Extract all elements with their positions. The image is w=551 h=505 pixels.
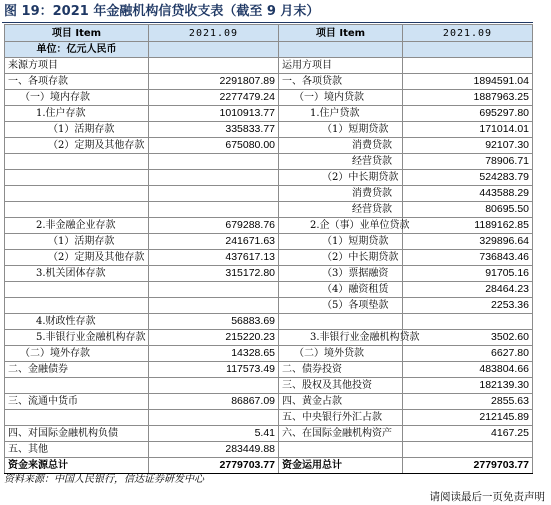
use-item: 六、在国际金融机构资产 [279, 426, 403, 442]
use-value: 1894591.04 [403, 74, 533, 90]
unit-blank-2 [279, 42, 403, 58]
use-item: （2）中长期贷款 [279, 170, 403, 186]
use-value: 1887963.25 [403, 90, 533, 106]
source-value: 117573.49 [149, 362, 279, 378]
table-row [5, 90, 533, 106]
use-value: 2253.36 [403, 298, 533, 314]
use-value: 91705.16 [403, 266, 533, 282]
source-value: 675080.00 [149, 138, 279, 154]
source-value [149, 202, 279, 218]
use-item: （1）短期贷款 [279, 234, 403, 250]
source-item: （1）活期存款 [5, 234, 149, 250]
use-item: 消费贷款 [279, 138, 403, 154]
source-value [149, 170, 279, 186]
source-value [149, 378, 279, 394]
source-value: 14328.65 [149, 346, 279, 362]
table-body [5, 58, 533, 458]
use-item: 三、股权及其他投资 [279, 378, 403, 394]
unit-row [5, 42, 533, 58]
source-item: 来源方项目 [5, 58, 149, 74]
source-item: 2.非金融企业存款 [5, 218, 149, 234]
use-value: 182139.30 [403, 378, 533, 394]
source-item: （2）定期及其他存款 [5, 250, 149, 266]
header-date-right: 2021.09 [403, 25, 533, 42]
source-value [149, 154, 279, 170]
source-value [149, 58, 279, 74]
source-value [149, 282, 279, 298]
source-value: 241671.63 [149, 234, 279, 250]
source-item: 二、金融债券 [5, 362, 149, 378]
use-value: 483804.66 [403, 362, 533, 378]
table-row [5, 218, 533, 234]
source-value [149, 298, 279, 314]
source-item [5, 298, 149, 314]
source-item [5, 202, 149, 218]
source-item: 5.非银行业金融机构存款 [5, 330, 149, 346]
table-row [5, 186, 533, 202]
source-value: 2291807.89 [149, 74, 279, 90]
source-value: 2277479.24 [149, 90, 279, 106]
use-item: 五、中央银行外汇占款 [279, 410, 403, 426]
use-item: （3）票据融资 [279, 266, 403, 282]
use-value: 329896.64 [403, 234, 533, 250]
table-row [5, 58, 533, 74]
disclaimer-footer: 请阅读最后一页免责声明 [429, 491, 545, 503]
source-value: 437617.13 [149, 250, 279, 266]
use-value [403, 58, 533, 74]
header-item-right: 项目 Item [279, 25, 403, 42]
source-value: 86867.09 [149, 394, 279, 410]
use-item: 运用方项目 [279, 58, 403, 74]
use-item: 1.住户贷款 [279, 106, 403, 122]
use-item: （4）融资租赁 [279, 282, 403, 298]
use-value: 28464.23 [403, 282, 533, 298]
use-item [279, 314, 403, 330]
use-value: 212145.89 [403, 410, 533, 426]
table-row [5, 170, 533, 186]
table-row [5, 234, 533, 250]
table-row [5, 426, 533, 442]
source-item: 3.机关团体存款 [5, 266, 149, 282]
table-row [5, 266, 533, 282]
use-value [403, 442, 533, 458]
use-item: 经营贷款 [279, 202, 403, 218]
source-item: 1.住户存款 [5, 106, 149, 122]
use-value: 78906.71 [403, 154, 533, 170]
use-value: 92107.30 [403, 138, 533, 154]
source-item [5, 170, 149, 186]
source-item: （二）境外存款 [5, 346, 149, 362]
table-row [5, 202, 533, 218]
source-item: 四、对国际金融机构负债 [5, 426, 149, 442]
figure-title: 图 19：2021 年金融机构信贷收支表（截至 9 月末） [4, 4, 320, 19]
total-source-label: 资金来源总计 [5, 458, 149, 474]
use-value: 171014.01 [403, 122, 533, 138]
use-item: （5）各项垫款 [279, 298, 403, 314]
source-value: 283449.88 [149, 442, 279, 458]
source-value: 1010913.77 [149, 106, 279, 122]
table-row [5, 154, 533, 170]
title-divider [2, 22, 533, 23]
source-value: 315172.80 [149, 266, 279, 282]
use-value: 4167.25 [403, 426, 533, 442]
use-value [403, 314, 533, 330]
use-item: （一）境内贷款 [279, 90, 403, 106]
use-value: 736843.46 [403, 250, 533, 266]
table-row [5, 330, 533, 346]
use-value: 2855.63 [403, 394, 533, 410]
source-item [5, 378, 149, 394]
table-row [5, 282, 533, 298]
source-item: 一、各项存款 [5, 74, 149, 90]
use-value: 6627.80 [403, 346, 533, 362]
total-use-label: 资金运用总计 [279, 458, 403, 474]
table-row [5, 442, 533, 458]
source-item: 五、其他 [5, 442, 149, 458]
header-date-left: 2021.09 [149, 25, 279, 42]
source-value: 5.41 [149, 426, 279, 442]
source-item: （1）活期存款 [5, 122, 149, 138]
source-item: （2）定期及其他存款 [5, 138, 149, 154]
use-value: 3502.60 [403, 330, 533, 346]
total-use-value: 2779703.77 [403, 458, 533, 474]
table-row [5, 298, 533, 314]
use-value: 1189162.85 [403, 218, 533, 234]
source-value: 56883.69 [149, 314, 279, 330]
table-row [5, 362, 533, 378]
table-row [5, 346, 533, 362]
use-item: 2.企（事）业单位贷款 [279, 218, 403, 234]
header-item-left: 项目 Item [5, 25, 149, 42]
source-value [149, 410, 279, 426]
source-value: 215220.23 [149, 330, 279, 346]
use-item: 消费贷款 [279, 186, 403, 202]
source-item [5, 282, 149, 298]
source-item [5, 410, 149, 426]
use-value: 695297.80 [403, 106, 533, 122]
table-row [5, 122, 533, 138]
table-row [5, 250, 533, 266]
unit-blank-3 [403, 42, 533, 58]
total-source-value: 2779703.77 [149, 458, 279, 474]
table-row [5, 314, 533, 330]
use-value: 443588.29 [403, 186, 533, 202]
credit-balance-table [4, 24, 533, 474]
table-row [5, 106, 533, 122]
source-note: 资料来源：中国人民银行，信达证券研发中心 [4, 474, 204, 485]
table-row [5, 394, 533, 410]
header-row [5, 25, 533, 42]
use-item: 一、各项贷款 [279, 74, 403, 90]
source-item: 4.财政性存款 [5, 314, 149, 330]
source-item: （一）境内存款 [5, 90, 149, 106]
source-value: 679288.76 [149, 218, 279, 234]
table-row [5, 74, 533, 90]
source-item: 三、流通中货币 [5, 394, 149, 410]
use-item [279, 442, 403, 458]
use-item: 3.非银行业金融机构贷款 [279, 330, 403, 346]
use-value: 80695.50 [403, 202, 533, 218]
source-item [5, 154, 149, 170]
use-item: （二）境外贷款 [279, 346, 403, 362]
source-value: 335833.77 [149, 122, 279, 138]
table-row [5, 410, 533, 426]
table-row [5, 138, 533, 154]
unit-label: 单位：亿元人民币 [5, 42, 149, 58]
use-item: 四、黄金占款 [279, 394, 403, 410]
source-value [149, 186, 279, 202]
use-item: （1）短期贷款 [279, 122, 403, 138]
use-value: 524283.79 [403, 170, 533, 186]
use-item: 经营贷款 [279, 154, 403, 170]
use-item: （2）中长期贷款 [279, 250, 403, 266]
use-item: 二、债券投资 [279, 362, 403, 378]
unit-blank-1 [149, 42, 279, 58]
table-row [5, 378, 533, 394]
source-item [5, 186, 149, 202]
